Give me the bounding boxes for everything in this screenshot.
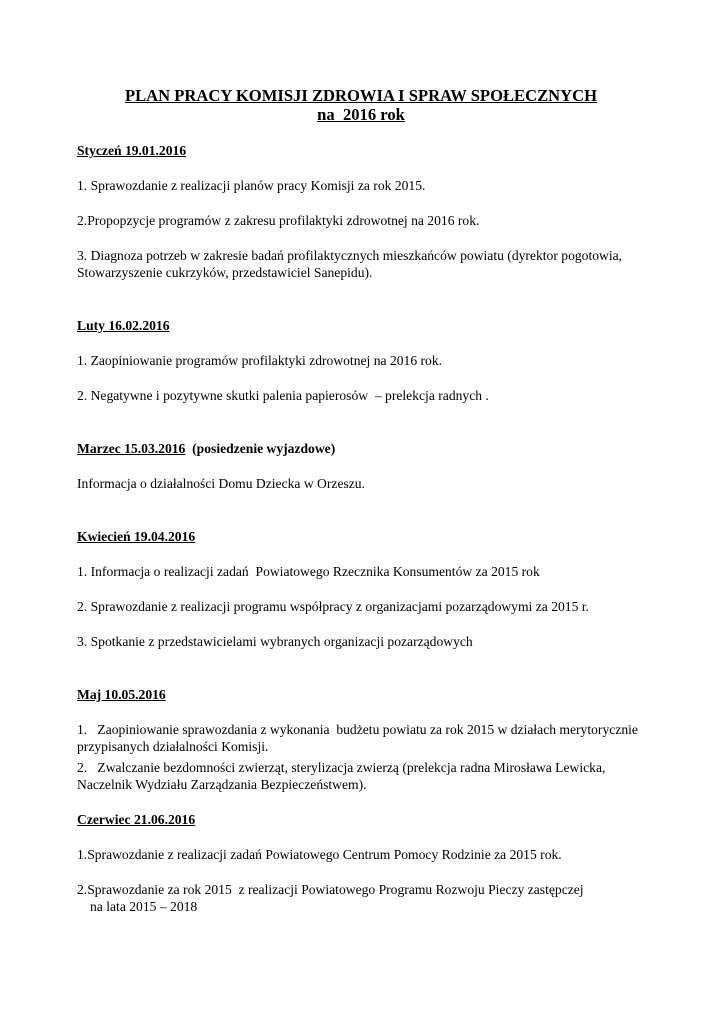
may-item-1: 1. Zaopiniowanie sprawozdania z wykonania budżetu powiatu za rok 2015 w działach merytorycznie przypisanych działalności Komisji.: [77, 722, 642, 754]
march-item-1: Informacja o działalności Domu Dziecka w Orzeszu.: [77, 476, 365, 491]
section-heading-february: Luty 16.02.2016: [77, 318, 170, 333]
january-item-3: 3. Diagnoza potrzeb w zakresie badań profilaktycznych mieszkańców powiatu (dyrektor pogotowia, Stowarzyszenie cukrzyków, przedstawiciel Sanepidu).: [77, 248, 623, 280]
june-item-2: 2.Sprawozdanie za rok 2015 z realizacji Powiatowego Programu Rozwoju Pieczy zastępczej: [77, 882, 584, 897]
section-heading-april: Kwiecień 19.04.2016: [77, 529, 196, 544]
title-line-2: na 2016 rok: [317, 105, 405, 124]
march-heading-suffix: (posiedzenie wyjazdowe): [192, 441, 336, 456]
section-heading-january: Styczeń 19.01.2016: [77, 143, 187, 158]
january-item-1: 1. Sprawozdanie z realizacji planów pracy Komisji za rok 2015.: [77, 178, 426, 193]
section-heading-may: Maj 10.05.2016: [77, 687, 166, 702]
document-title: [77, 86, 645, 124]
february-item-2: 2. Negatywne i pozytywne skutki palenia papierosów – prelekcja radnych .: [77, 388, 489, 403]
title-line-1: PLAN PRACY KOMISJI ZDROWIA I SPRAW SPOŁECZNYCH: [124, 86, 598, 105]
february-item-1: 1. Zaopiniowanie programów profilaktyki zdrowotnej na 2016 rok.: [77, 353, 443, 368]
june-item-2-continuation: na lata 2015 – 2018: [90, 899, 198, 914]
january-item-2: 2.Propopzycje programów z zakresu profilaktyki zdrowotnej na 2016 rok.: [77, 213, 480, 228]
section-heading-june: Czerwiec 21.06.2016: [77, 812, 196, 827]
april-item-2: 2. Sprawozdanie z realizacji programu współpracy z organizacjami pozarządowymi za 2015 r.: [77, 599, 589, 614]
section-heading-march: Marzec 15.03.2016 (posiedzenie wyjazdowe): [77, 441, 336, 456]
june-item-1: 1.Sprawozdanie z realizacji zadań Powiatowego Centrum Pomocy Rodzinie za 2015 rok.: [77, 847, 562, 862]
april-item-3: 3. Spotkanie z przedstawicielami wybranych organizacji pozarządowych: [77, 634, 473, 649]
may-item-2: 2. Zwalczanie bezdomności zwierząt, sterylizacja zwierzą (prelekcja radna Mirosława Lewicka, Naczelnik Wydziału Zarządzania Bezpieczeństwem).: [77, 760, 609, 792]
april-item-1: 1. Informacja o realizacji zadań Powiatowego Rzecznika Konsumentów za 2015 rok: [77, 564, 540, 579]
